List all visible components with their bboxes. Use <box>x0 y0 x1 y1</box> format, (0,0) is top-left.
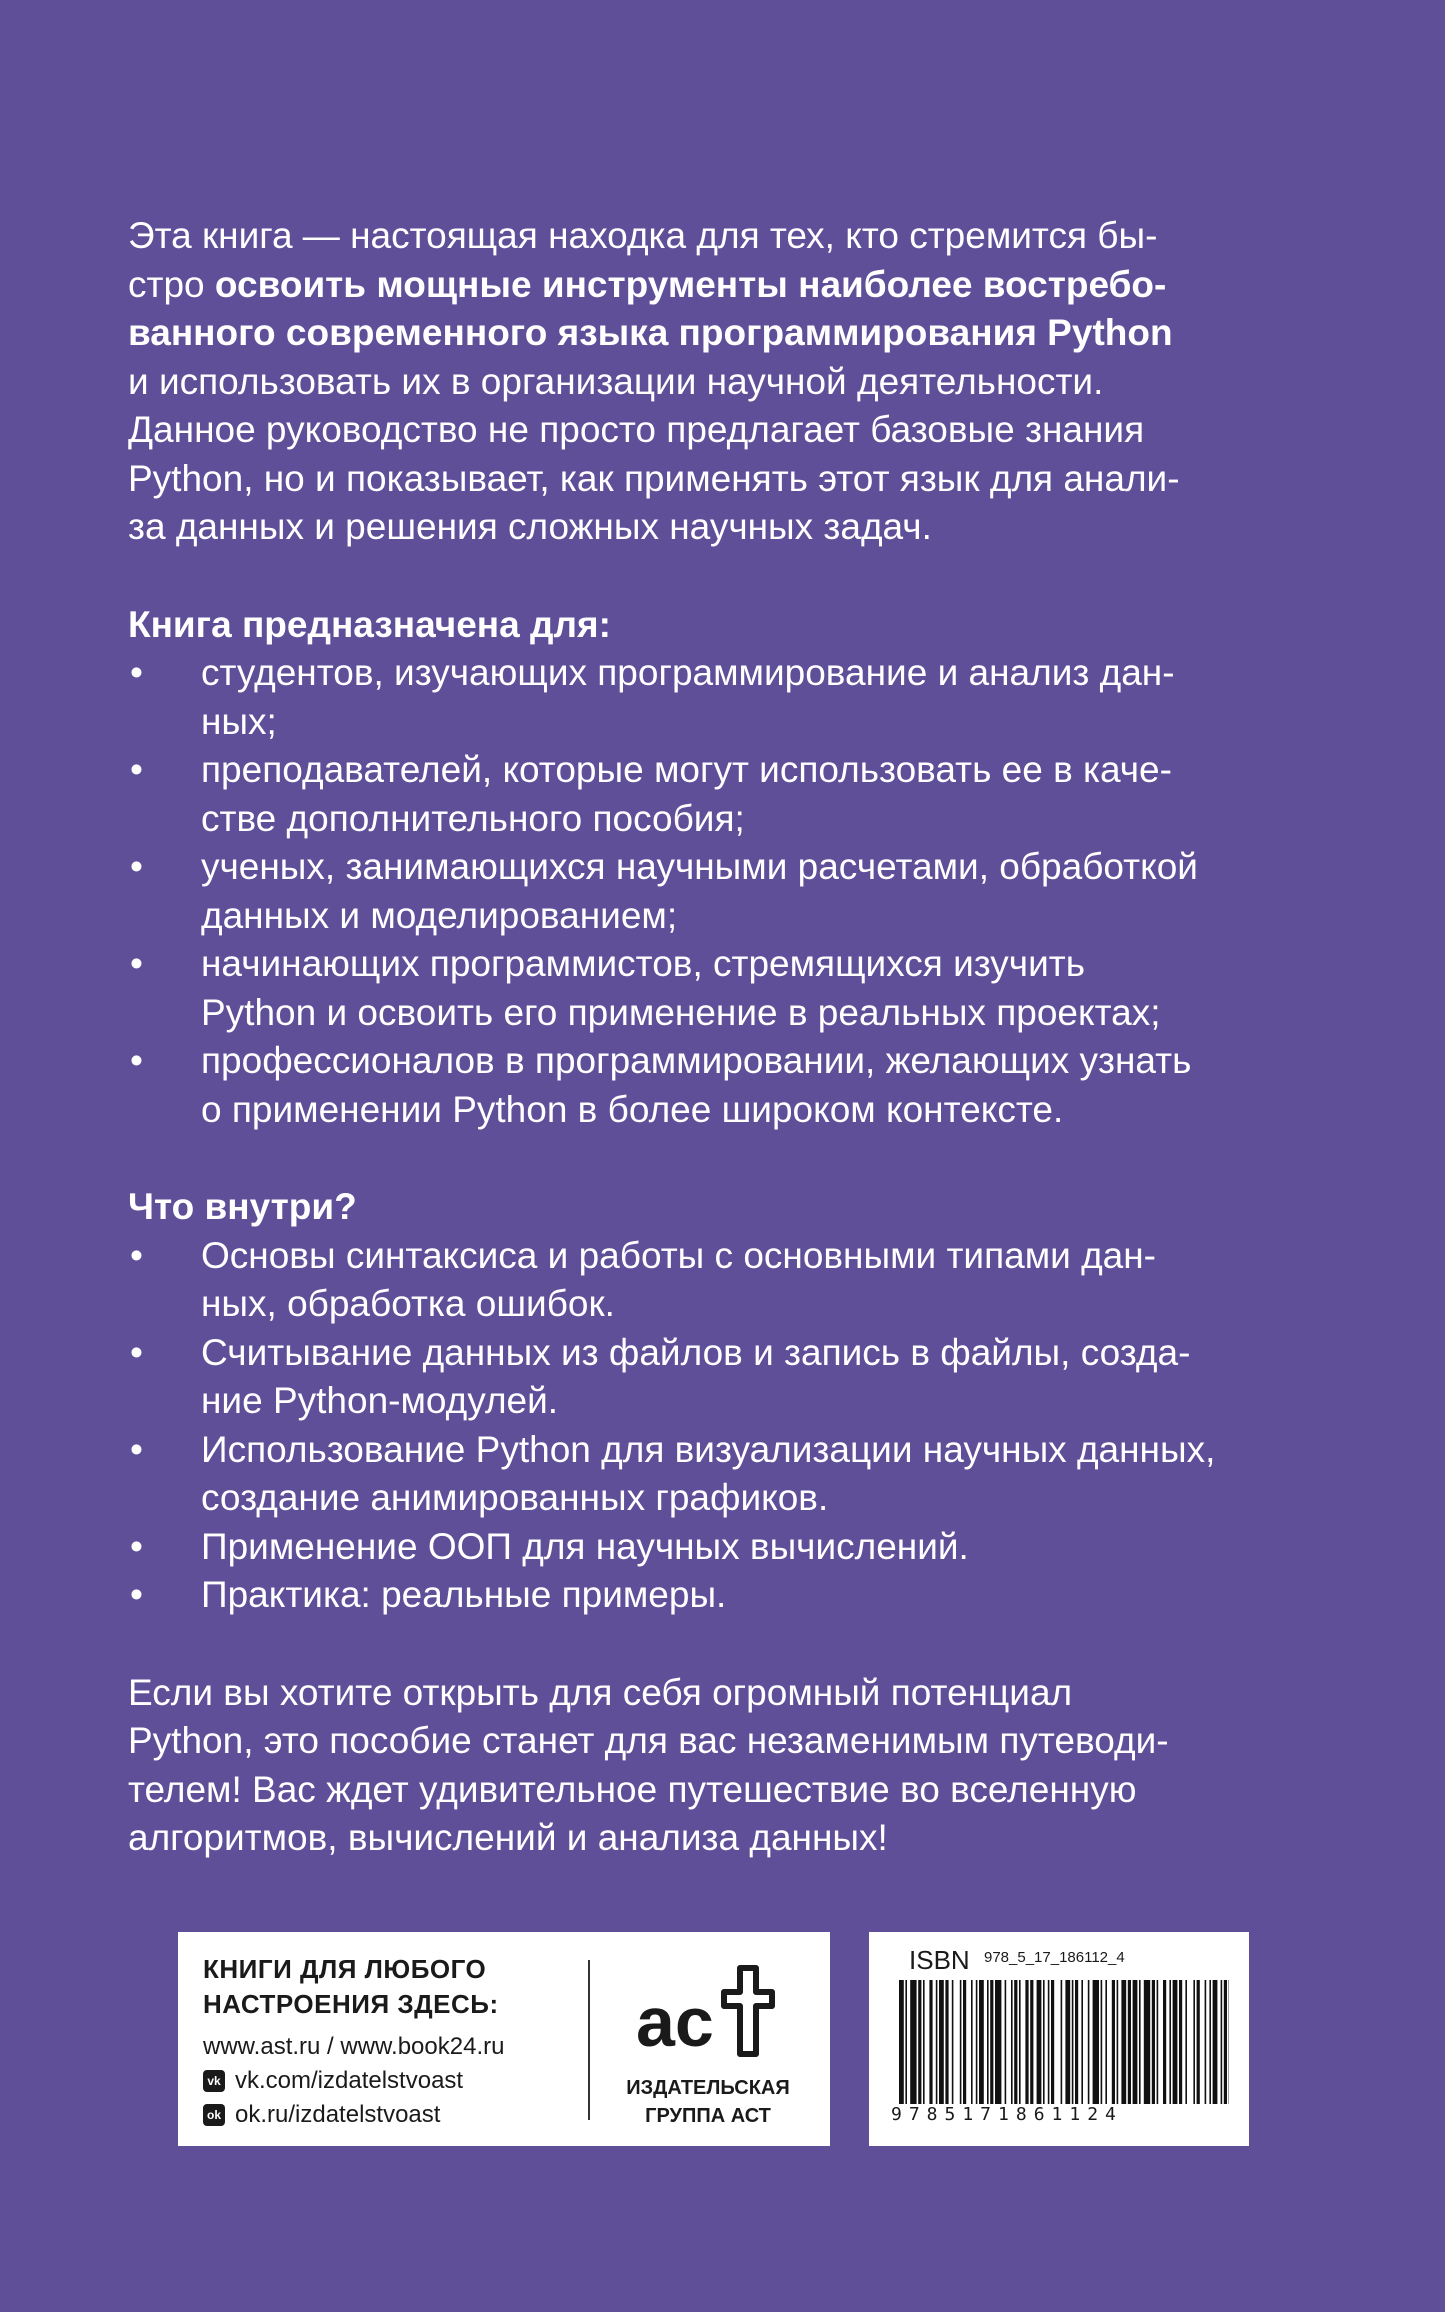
list-item-text: студентов, изучающих программирование и анализ дан- <box>201 652 1175 693</box>
ast-logo <box>628 1954 798 2064</box>
barcode-bar <box>976 1980 978 2104</box>
barcode-bar <box>1048 1980 1050 2104</box>
barcode-bar <box>939 1980 944 2104</box>
intro-highlight: освоить мощные инструменты наиболее востребо- <box>214 263 1167 305</box>
barcode-bar <box>1121 1980 1126 2104</box>
bullet-icon: • <box>130 1331 143 1373</box>
bullet-icon: • <box>130 1234 143 1276</box>
bullet-icon: • <box>130 1525 143 1567</box>
barcode-bar <box>1221 1980 1223 2104</box>
publisher-caption-line: ГРУППА АСТ <box>645 2105 771 2127</box>
bullet-icon: • <box>130 1574 143 1615</box>
list-item-text: о применении Python в более широком контексте. <box>201 1088 1064 1130</box>
barcode-bar <box>1179 1980 1182 2104</box>
intro-line: и использовать их в организации научной деятельности. <box>128 360 1104 402</box>
barcode-bar <box>1224 1980 1227 2104</box>
list-item-text: Основы синтаксиса и работы с основными типами дан- <box>201 1234 1157 1276</box>
list-item <box>128 649 1338 746</box>
barcode-bar <box>995 1980 1001 2104</box>
list-item-text: ние Python-модулей. <box>201 1380 559 1421</box>
barcode-bar <box>1205 1980 1207 2104</box>
bullet-icon: • <box>130 652 143 693</box>
barcode-bar <box>1051 1980 1054 2104</box>
inside-section <box>128 1183 1338 1620</box>
outro-line: Если вы хотите открыть для себя огромный потенциал <box>128 1671 1073 1713</box>
barcode-bar <box>1213 1980 1218 2104</box>
barcode-bar <box>963 1980 966 2104</box>
audience-section <box>128 601 1338 1135</box>
barcode-bar <box>979 1980 984 2104</box>
vk-link[interactable] <box>203 2064 504 2098</box>
barcode-bar <box>1072 1980 1074 2104</box>
barcode-bar <box>1197 1980 1200 2104</box>
barcode-bar <box>1061 1980 1063 2104</box>
list-item-text: Использование Python для визуализации научных данных, <box>201 1428 1216 1470</box>
isbn-label: ISBN <box>909 1945 970 1975</box>
barcode-bar <box>1139 1980 1141 2104</box>
barcode-bar <box>990 1980 993 2104</box>
back-cover-text <box>128 212 1338 1863</box>
list-item-text: преподавателей, которые могут использовать ее в каче- <box>201 749 1172 790</box>
list-item-text: Практика: реальные примеры. <box>201 1574 727 1615</box>
barcode-bar <box>952 1980 954 2104</box>
vk-icon: vk <box>203 2070 225 2092</box>
barcode-bar <box>923 1980 925 2104</box>
barcode-bar <box>929 1980 932 2104</box>
intro-highlight: ванного современного языка программирования Python <box>128 312 1173 353</box>
barcode-bar <box>905 1980 907 2104</box>
barcode-bar <box>1105 1980 1107 2104</box>
list-item-text: Считывание данных из файлов и запись в файлы, созда- <box>201 1331 1191 1373</box>
outro-line: Python, это пособие станет для вас незаменимым путеводи- <box>128 1720 1169 1761</box>
isbn-number: 978_5_17_186112_4 <box>984 1949 1125 1966</box>
publisher-caption <box>608 2074 808 2130</box>
list-item-text: начинающих программистов, стремящихся изучить <box>201 943 1085 984</box>
barcode-bar <box>1112 1980 1115 2104</box>
barcode-bar <box>960 1980 962 2104</box>
barcode-bar <box>936 1980 938 2104</box>
list-item-text: ных; <box>201 700 277 742</box>
barcode-bar <box>987 1980 989 2104</box>
list-item <box>128 746 1338 843</box>
bullet-icon: • <box>130 749 143 790</box>
ok-icon: ok <box>203 2104 225 2126</box>
barcode-bar <box>1030 1980 1033 2104</box>
isbn-panel <box>869 1932 1249 2146</box>
intro-line: Эта книга — настоящая находка для тех, кто стремится бы- <box>128 215 1158 256</box>
outro-paragraph <box>128 1669 1338 1863</box>
barcode-bar <box>1209 1980 1211 2104</box>
publisher-caption-line: ИЗДАТЕЛЬСКАЯ <box>626 2077 790 2099</box>
list-item <box>128 1037 1338 1134</box>
list-item <box>128 940 1338 1037</box>
barcode-bar <box>1128 1980 1131 2104</box>
intro-line: Данное руководство не просто предлагает базовые знания <box>128 409 1145 450</box>
list-item-text: стве дополнительного пособия; <box>201 797 745 839</box>
barcode-bar <box>1157 1980 1159 2104</box>
list-item <box>128 1232 1338 1329</box>
barcode-bar <box>1019 1980 1021 2104</box>
list-item <box>128 1329 1338 1426</box>
audience-list <box>128 649 1338 1134</box>
barcode-bar <box>1163 1980 1166 2104</box>
list-item-text: Применение ООП для научных вычислений. <box>201 1525 969 1567</box>
barcode-bar <box>1065 1980 1070 2104</box>
ast-logo-text: ac <box>636 1983 714 2061</box>
barcode-bar <box>1152 1980 1155 2104</box>
bullet-icon: • <box>130 1428 143 1470</box>
list-item-text: данных и моделированием; <box>201 894 678 936</box>
barcode-bar <box>1133 1980 1138 2104</box>
barcode-bar <box>1088 1980 1090 2104</box>
publisher-links <box>203 1952 504 2132</box>
bullet-icon: • <box>130 846 143 887</box>
list-item-text: профессионалов в программировании, желающих узнать <box>201 1040 1192 1081</box>
list-item-text: Python и освоить его применение в реальных проектах; <box>201 991 1161 1033</box>
intro-paragraph <box>128 212 1338 552</box>
barcode-bar <box>918 1980 921 2104</box>
list-item <box>128 843 1338 940</box>
barcode-bar <box>899 1980 904 2104</box>
barcode <box>899 1980 1229 2104</box>
inside-list <box>128 1232 1338 1620</box>
publisher-heading: КНИГИ ДЛЯ ЛЮБОГО <box>203 1954 487 1984</box>
barcode-bar <box>1193 1980 1195 2104</box>
list-item-text: ных, обработка ошибок. <box>201 1283 615 1324</box>
ok-link[interactable] <box>203 2098 504 2132</box>
list-item <box>128 1426 1338 1523</box>
audience-heading: Книга предназначена для: <box>128 603 611 645</box>
barcode-bar <box>1037 1980 1042 2104</box>
barcode-bar <box>1043 1980 1045 2104</box>
barcode-bar <box>1185 1980 1187 2104</box>
barcode-bar <box>1005 1980 1007 2104</box>
barcode-bar <box>1169 1980 1171 2104</box>
barcode-bar <box>1075 1980 1078 2104</box>
intro-line <box>128 261 1338 310</box>
bullet-icon: • <box>130 943 143 984</box>
vk-link-text: vk.com/izdatelstvoast <box>235 2067 464 2094</box>
publisher-panel <box>178 1932 830 2146</box>
barcode-bar <box>910 1980 916 2104</box>
list-item <box>128 1571 1338 1620</box>
barcode-digits: 9785171861124 <box>891 2104 1123 2125</box>
bullet-icon: • <box>130 1040 143 1081</box>
barcode-bar <box>971 1980 973 2104</box>
list-item-text: ученых, занимающихся научными расчетами, обработкой <box>201 846 1198 887</box>
barcode-bar <box>1173 1980 1178 2104</box>
barcode-bar <box>1093 1980 1099 2104</box>
ok-link-text: ok.ru/izdatelstvoast <box>235 2101 441 2128</box>
barcode-bar <box>1025 1980 1028 2104</box>
cross-mark <box>724 1968 772 2054</box>
outro-line: алгоритмов, вычислений и анализа данных! <box>128 1817 888 1858</box>
intro-text: стро <box>128 263 215 305</box>
inside-heading: Что внутри? <box>128 1186 357 1227</box>
barcode-bar <box>1101 1980 1103 2104</box>
barcode-bar <box>1117 1980 1119 2104</box>
publisher-heading: НАСТРОЕНИЯ ЗДЕСЬ: <box>203 1989 499 2019</box>
divider <box>588 1960 590 2120</box>
barcode-bar <box>1014 1980 1017 2104</box>
list-item <box>128 1523 1338 1572</box>
barcode-bar <box>1144 1980 1150 2104</box>
publisher-website-link[interactable]: www.ast.ru / www.book24.ru <box>203 2033 505 2060</box>
intro-line: Python, но и показывает, как применять этот язык для анали- <box>128 457 1180 499</box>
intro-line: за данных и решения сложных научных задач. <box>128 506 932 547</box>
barcode-bar <box>1081 1980 1083 2104</box>
outro-line: телем! Вас ждет удивительное путешествие во вселенную <box>128 1768 1137 1810</box>
list-item-text: создание анимированных графиков. <box>201 1477 829 1518</box>
barcode-bar <box>1011 1980 1013 2104</box>
barcode-bar <box>945 1980 948 2104</box>
